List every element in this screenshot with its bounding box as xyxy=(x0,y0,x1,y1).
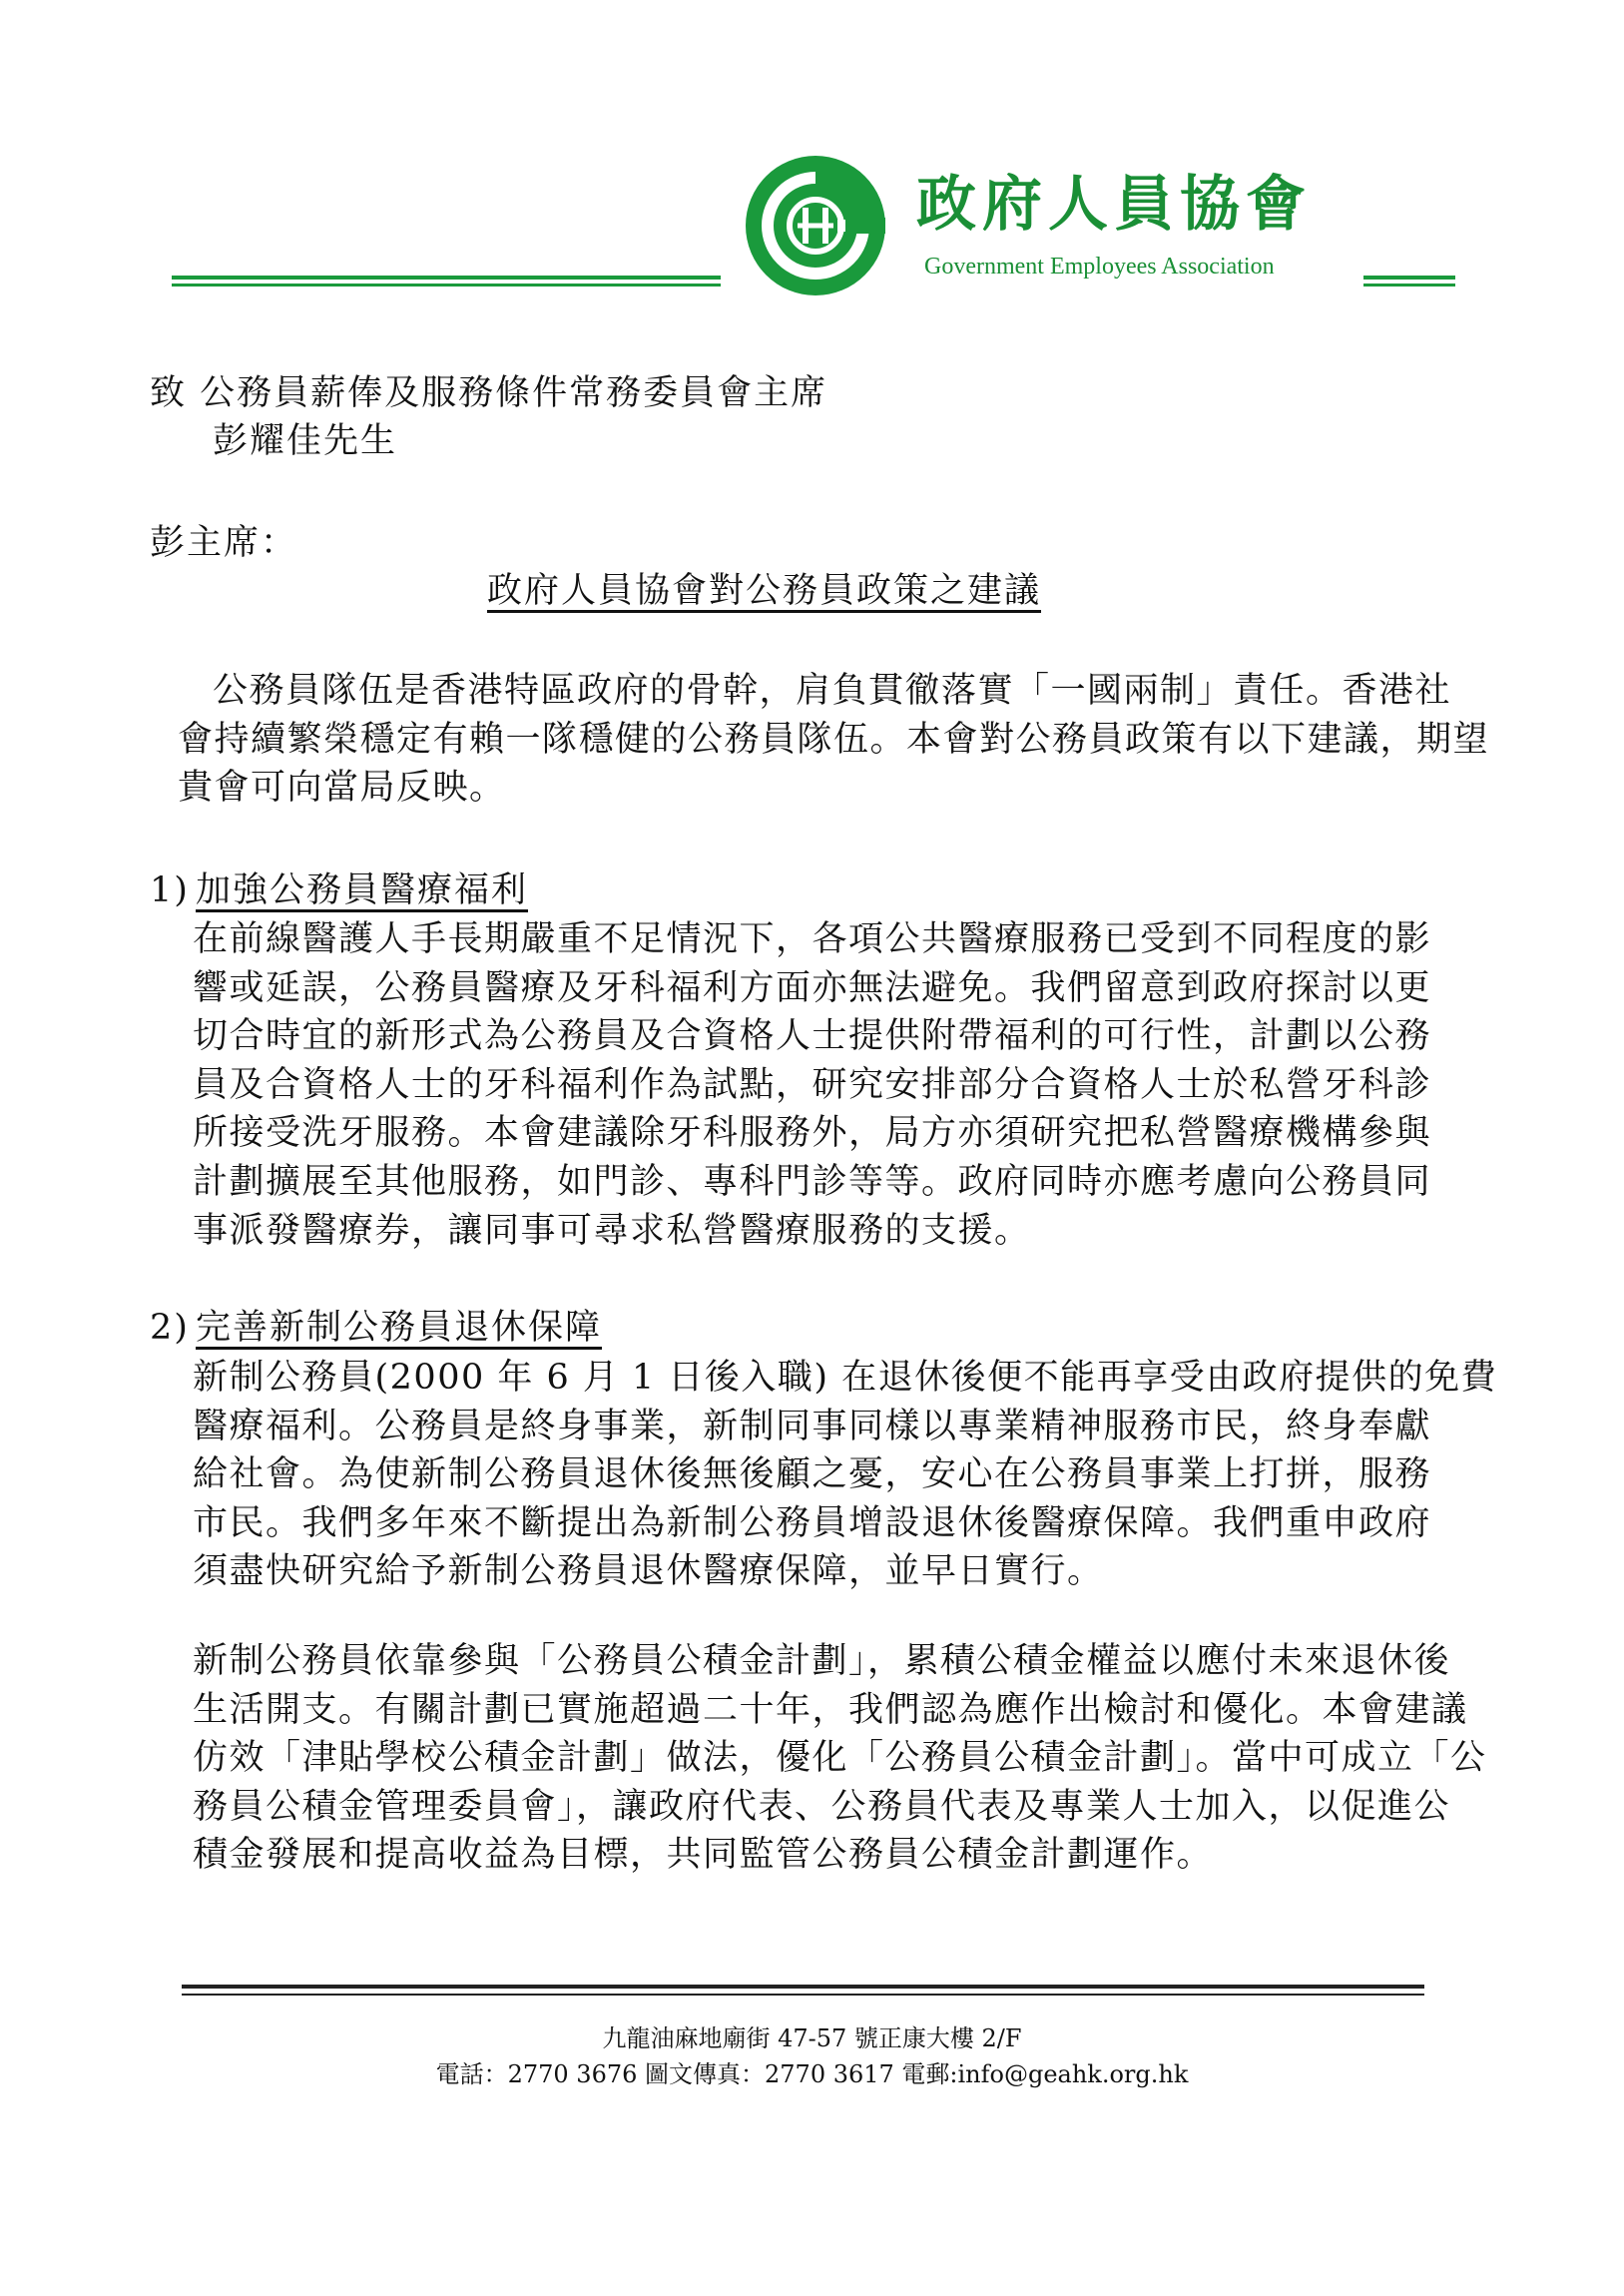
section-1-heading xyxy=(150,866,528,914)
intro-line: 貴會可向當局反映。 xyxy=(178,768,506,809)
footer-rule xyxy=(182,1985,1424,1989)
letterhead-rule-right xyxy=(1363,276,1455,280)
body-line: 務員公積金管理委員會」，讓政府代表、公務員代表及專業人士加入，以促進公 xyxy=(193,1786,1451,1827)
body-line: 切合時宜的新形式為公務員及合資格人士提供附帶福利的可行性，計劃以公務 xyxy=(193,1016,1432,1057)
body-line: 在前線醫護人手長期嚴重不足情況下，各項公共醫療服務已受到不同程度的影 xyxy=(193,919,1432,959)
body-line: 仿效「津貼學校公積金計劃」做法，優化「公務員公積金計劃」。當中可成立「公 xyxy=(193,1738,1487,1779)
body-line: 積金發展和提高收益為目標，共同監管公務員公積金計劃運作。 xyxy=(193,1835,1214,1876)
body-line: 生活開支。有關計劃已實施超過二十年，我們認為應作出檢討和優化。本會建議 xyxy=(193,1689,1468,1730)
section-2-body-continued xyxy=(193,1637,1520,1880)
body-line: 市民。我們多年來不斷提出為新制公務員增設退休後醫療保障。我們重申政府 xyxy=(193,1502,1432,1543)
section-2-body xyxy=(193,1354,1510,1596)
body-line: 計劃擴展至其他服務，如門診、專科門診等等。政府同時亦應考慮向公務員同 xyxy=(193,1161,1432,1202)
body-line: 事派發醫療券，讓同事可尋求私營醫療服務的支援。 xyxy=(193,1210,1031,1251)
body-line: 員及合資格人士的牙科福利作為試點，研究安排部分合資格人士於私營牙科診 xyxy=(193,1064,1432,1105)
intro-paragraph xyxy=(178,667,1505,813)
org-name-english: Government Employees Association xyxy=(924,254,1275,280)
intro-line: 公務員隊伍是香港特區政府的骨幹，肩負貫徹落實「一國兩制」責任。香港社 xyxy=(213,671,1452,711)
intro-line: 會持續繁榮穩定有賴一隊穩健的公務員隊伍。本會對公務員政策有以下建議，期望 xyxy=(178,719,1490,760)
letterhead xyxy=(0,0,1624,299)
footer-rule-thin xyxy=(182,1994,1424,1996)
section-number: 1) xyxy=(150,870,190,910)
letterhead-rule-left xyxy=(172,276,721,280)
section-1-body xyxy=(193,915,1510,1255)
document-title: 政府人員協會對公務員政策之建議 xyxy=(487,571,1042,611)
footer-address: 九龍油麻地廟街 47-57 號正康大樓 2/F xyxy=(602,2024,1022,2052)
salutation: 彭主席： xyxy=(150,523,298,563)
section-title: 完善新制公務員退休保障 xyxy=(196,1308,603,1348)
section-number: 2) xyxy=(150,1308,190,1348)
body-line: 須盡快研究給予新制公務員退休醫療保障，並早日實行。 xyxy=(193,1551,1104,1592)
body-line: 新制公務員(2000 年 6 月 1 日後入職) 在退休後便不能再享受由政府提供的免費 xyxy=(193,1358,1498,1398)
body-line: 新制公務員依靠參與「公務員公積金計劃」，累積公積金權益以應付未來退休後 xyxy=(193,1641,1451,1681)
body-line: 醫療福利。公務員是終身事業，新制同事同樣以專業精神服務市民，終身奉獻 xyxy=(193,1406,1432,1446)
addressee-line-2: 彭耀佳先生 xyxy=(213,421,398,461)
footer-contact: 電話：2770 3676 圖文傳真：2770 3617 電郵:info@geahk.org.hk xyxy=(435,2060,1189,2088)
body-line: 響或延誤，公務員醫療及牙科福利方面亦無法避免。我們留意到政府探討以更 xyxy=(193,967,1432,1008)
body-line: 給社會。為使新制公務員退休後無後顧之憂，安心在公務員事業上打拼，服務 xyxy=(193,1454,1432,1495)
addressee-line-1: 致 公務員薪俸及服務條件常務委員會主席 xyxy=(150,373,828,413)
section-title: 加強公務員醫療福利 xyxy=(196,870,529,910)
section-2-heading xyxy=(150,1304,602,1352)
letterhead-rule-left-thin xyxy=(172,284,721,287)
letterhead-rule-right-thin xyxy=(1363,284,1455,287)
gea-logo xyxy=(742,152,889,299)
org-name-chinese: 政府人員協會 xyxy=(916,170,1312,240)
body-line: 所接受洗牙服務。本會建議除牙科服務外，局方亦須研究把私營醫療機構參與 xyxy=(193,1113,1432,1154)
